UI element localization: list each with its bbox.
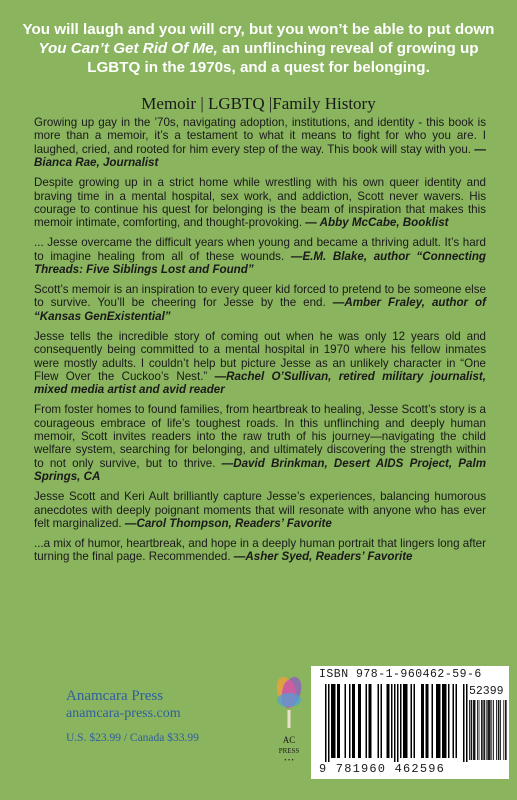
review-text: ... Jesse overcame the difficult years when young and became a thriving adult. It’s hard to imagine healing from all of these wounds. [34,236,486,263]
barcode-bar [349,684,351,758]
barcode-bar [406,684,408,758]
barcode-bar [432,684,434,758]
barcode-bar [405,684,407,758]
addon-bar [479,700,480,760]
review-text: Jesse tells the incredible story of coming out when he was only 12 years old and consequently being committed to a mental hospital in 1970 where his fellow inmates were mostly adults. I couldn’t help but picture Jesse as an unlikely character in “One Flew Over the Cuckoo’s Nest.” [34,329,486,383]
tagline [20,20,497,77]
barcode-bar [370,684,372,758]
barcode-bar [328,684,330,762]
barcode-bar [442,684,444,758]
review-attribution: —Rachel O’Sullivan, retired military journalist, mixed media artist and avid reader [34,369,486,397]
barcode-bar [426,684,428,758]
addon-bar [482,700,483,760]
barcode-bar [369,684,371,758]
barcode-bar [445,684,447,758]
addon-bar [471,700,472,760]
logo-text-press: PRESS [278,747,300,755]
barcode-bar [444,684,446,758]
ac-press-logo [268,670,310,778]
addon-bar [481,700,482,760]
barcode-bar [360,684,362,758]
addon-bar [489,700,490,760]
genre-line: Memoir | LGBTQ |Family History [141,94,376,113]
tagline-book-title: You Can’t Get Rid Of Me, [38,40,218,57]
barcode-bar [391,684,393,758]
addon-bar [503,700,504,760]
review-attribution: —Asher Syed, Readers’ Favorite [233,550,413,564]
barcode-bar [394,684,396,762]
barcode-bar [358,684,360,758]
addon-bar [505,700,506,760]
review-text: Scott’s memoir is an inspiration to every queer kid forced to pretend to be someone else to survive. You’ll be cheering for Jesse by the end. [34,282,486,310]
barcode-bar [438,684,440,758]
barcode-bar [414,684,416,758]
addon-bar [490,700,491,760]
barcode-bar [423,684,425,758]
barcode-number: 9 781960 462596 [319,762,446,776]
price-line: U.S. $23.99 / Canada $33.99 [66,732,199,744]
barcode-bar [397,684,399,762]
publisher-url: anamcara-press.com [66,706,181,721]
addon-bar [469,700,470,760]
review-text: Jesse Scott and Keri Ault brilliantly capture Jesse’s experiences, balancing humorous anecdotes with deeply poignant moments that will resonate with anyone who has ever felt marginalized. [34,490,486,530]
review-em-blake [34,236,486,276]
barcode-bar [337,684,339,758]
barcode-bar [463,684,465,762]
barcode-bar [325,684,327,762]
review-attribution: —Amber Fraley, author of “Kansas GenExistential” [34,296,486,323]
review-attribution: —Bianca Rae, Journalist [34,142,486,170]
tagline-part1: You will laugh and you will cry, but you won’t be able to put down [22,21,495,38]
publisher-name: Anamcara Press [66,688,164,704]
barcode-bar [339,684,341,758]
addon-bar [488,700,489,760]
review-carol-thompson [34,490,486,530]
review-amber-fraley [34,283,486,323]
addon-bar [484,700,485,760]
barcode-bar [345,684,347,758]
barcode-bar [387,684,389,758]
review-attribution: — Abby McCabe, Booklist [305,216,449,230]
addon-bar [475,700,476,760]
review-david-brinkman [34,403,486,483]
addon-bar [486,700,487,760]
price-code: 52399 [469,685,504,698]
logo-dots: • • • [284,758,294,764]
tagline-part2: an unflinching reveal of growing up LGBTQ in the 1970s, and a quest for belonging. [87,40,479,76]
barcode-bar [333,684,335,758]
isbn-label: ISBN 978-1-960462-59-6 [319,668,482,681]
review-text: Growing up gay in the ’70s, navigating adoption, institutions, and identity - this book is more than a memoir, it’s a testament to what it means to fight for who you are. I laughed, cried, and rooted for him every step of the way. This book will stay with you. [34,116,486,156]
barcode-bar [352,684,354,758]
barcode-bar [421,684,423,758]
addon-bar [471,700,472,760]
barcode-bar [366,684,368,758]
reviews-section [34,116,486,570]
review-attribution: —E.M. Blake, author “Connecting Threads: Five Siblings Lost and Found” [34,249,486,277]
barcode-bar [378,684,380,758]
addon-bar [506,700,507,760]
addon-bar [474,700,475,760]
review-bianca-rae [34,116,486,170]
review-text: Despite growing up in a strict home while wrestling with his own queer identity and braving time in a mental hospital, sex work, and addiction, Scott never wavers. His courage to continue his quest for belonging is the beam of inspiration that makes this memoir intimate, comforting, and thought-provoking. [34,176,486,230]
barcode-box [311,666,509,779]
barcode-bar [448,684,450,758]
review-attribution: —Carol Thompson, Readers’ Favorite [124,516,332,530]
barcode-bar [403,684,405,758]
barcode-bar [381,684,383,758]
review-attribution: —David Brinkman, Desert AIDS Project, Palm Springs, CA [34,456,487,484]
addon-bar [477,700,478,760]
addon-bar [473,700,474,760]
addon-bar [496,700,497,760]
addon-bar [491,700,492,760]
addon-bar [500,700,501,760]
publisher-block [66,687,199,747]
barcode-bar [354,684,356,758]
review-rachel-osullivan [34,330,486,397]
barcode-bar [453,684,455,758]
barcode-bar [331,684,333,758]
review-text: From foster homes to found families, from heartbreak to healing, Jesse Scott’s story is a courageous embrace of life’s toughest roads. In this unflinching and deeply human memoir, Scott invites readers into the raw truth of his journey—navigating the child welfare system, searching for belonging, and ultimately discovering the strength within to not only survive, but to thrive. [34,403,486,470]
barcode-bar [411,684,413,758]
barcode-bar [466,684,468,762]
barcode-bar [388,684,390,758]
barcode-bar [427,684,429,758]
logo-text-ac: AC [282,735,296,745]
addon-bar [483,700,484,760]
addon-bar [499,700,500,760]
barcode-bar [456,684,458,758]
review-text: ...a mix of humor, heartbreak, and hope in a deeply human portrait that lingers long after turning the final page. Recommended. [34,536,486,564]
barcode-bar [334,684,336,758]
addon-bar [498,700,499,760]
review-abby-mccabe [34,176,486,230]
addon-bar [487,700,488,760]
addon-bar [493,700,494,760]
barcode-bar [400,684,402,758]
barcode-bar [439,684,441,758]
barcode-bar [436,684,438,758]
review-asher-syed [34,537,486,564]
